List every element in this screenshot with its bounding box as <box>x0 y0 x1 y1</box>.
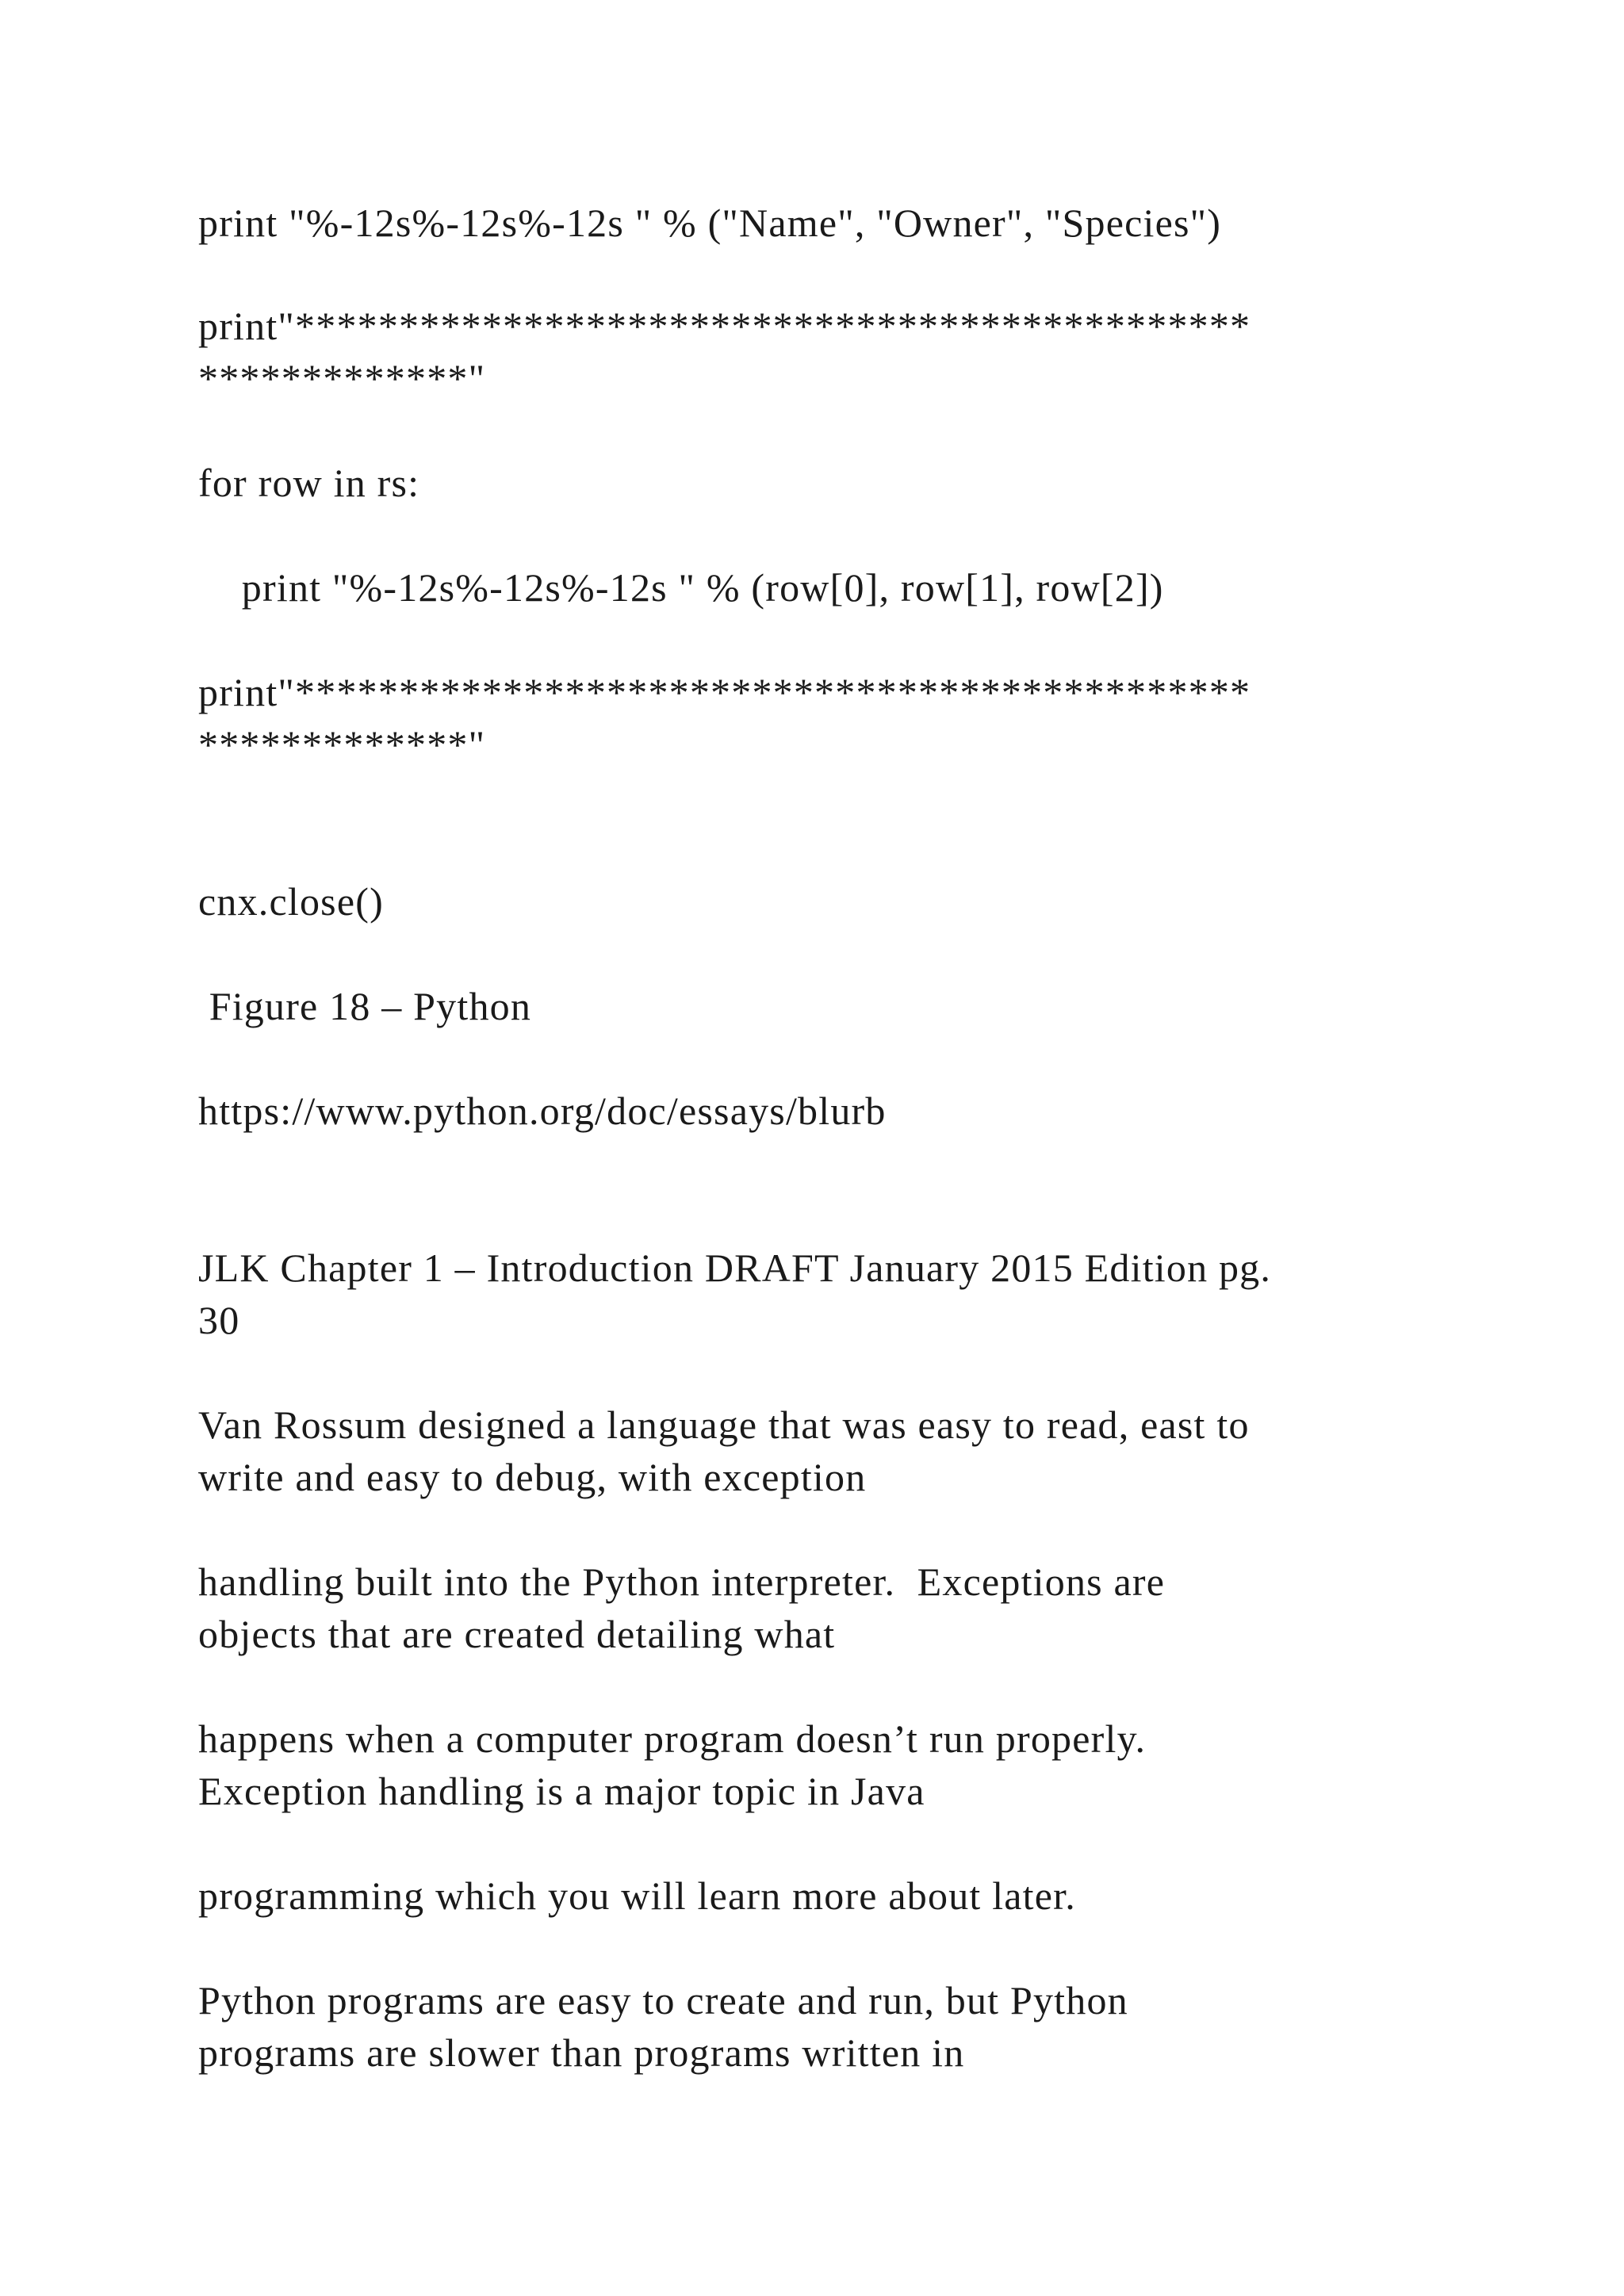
body-text-line: write and easy to debug, with exception <box>198 1455 867 1499</box>
body-text-line: programming which you will learn more about later. <box>198 1873 1076 1918</box>
body-text-line: objects that are created detailing what <box>198 1612 836 1656</box>
code-line-stars-bottom-a: print"********************************************** <box>198 670 1251 714</box>
body-text-line: Python programs are easy to create and run, but Python <box>198 1978 1128 2022</box>
figure-source-url: https://www.python.org/doc/essays/blurb <box>198 1089 887 1133</box>
code-line-stars-bottom-b: *************" <box>198 722 486 767</box>
code-line-header-print: print "%-12s%-12s%-12s " % ("Name", "Owner", "Species") <box>198 201 1222 245</box>
code-line-stars-top-a: print"********************************************** <box>198 304 1251 348</box>
body-text-line: Van Rossum designed a language that was easy to read, east to <box>198 1402 1250 1447</box>
running-header-line-2: 30 <box>198 1298 240 1342</box>
code-line-for-loop: for row in rs: <box>198 461 420 505</box>
body-text-line: handling built into the Python interpreter. Exceptions are <box>198 1559 1166 1604</box>
running-header-line-1: JLK Chapter 1 – Introduction DRAFT January 2015 Edition pg. <box>198 1246 1272 1290</box>
code-line-close-call: cnx.close() <box>198 879 384 924</box>
figure-caption: Figure 18 – Python <box>198 984 532 1028</box>
body-text-line: Exception handling is a major topic in Java <box>198 1769 925 1813</box>
body-text-line: programs are slower than programs written in <box>198 2030 965 2075</box>
code-line-stars-top-b: *************" <box>198 356 486 400</box>
code-line-row-print: print "%-12s%-12s%-12s " % (row[0], row[1], row[2]) <box>198 565 1164 610</box>
body-text-line: happens when a computer program doesn’t run properly. <box>198 1716 1147 1761</box>
